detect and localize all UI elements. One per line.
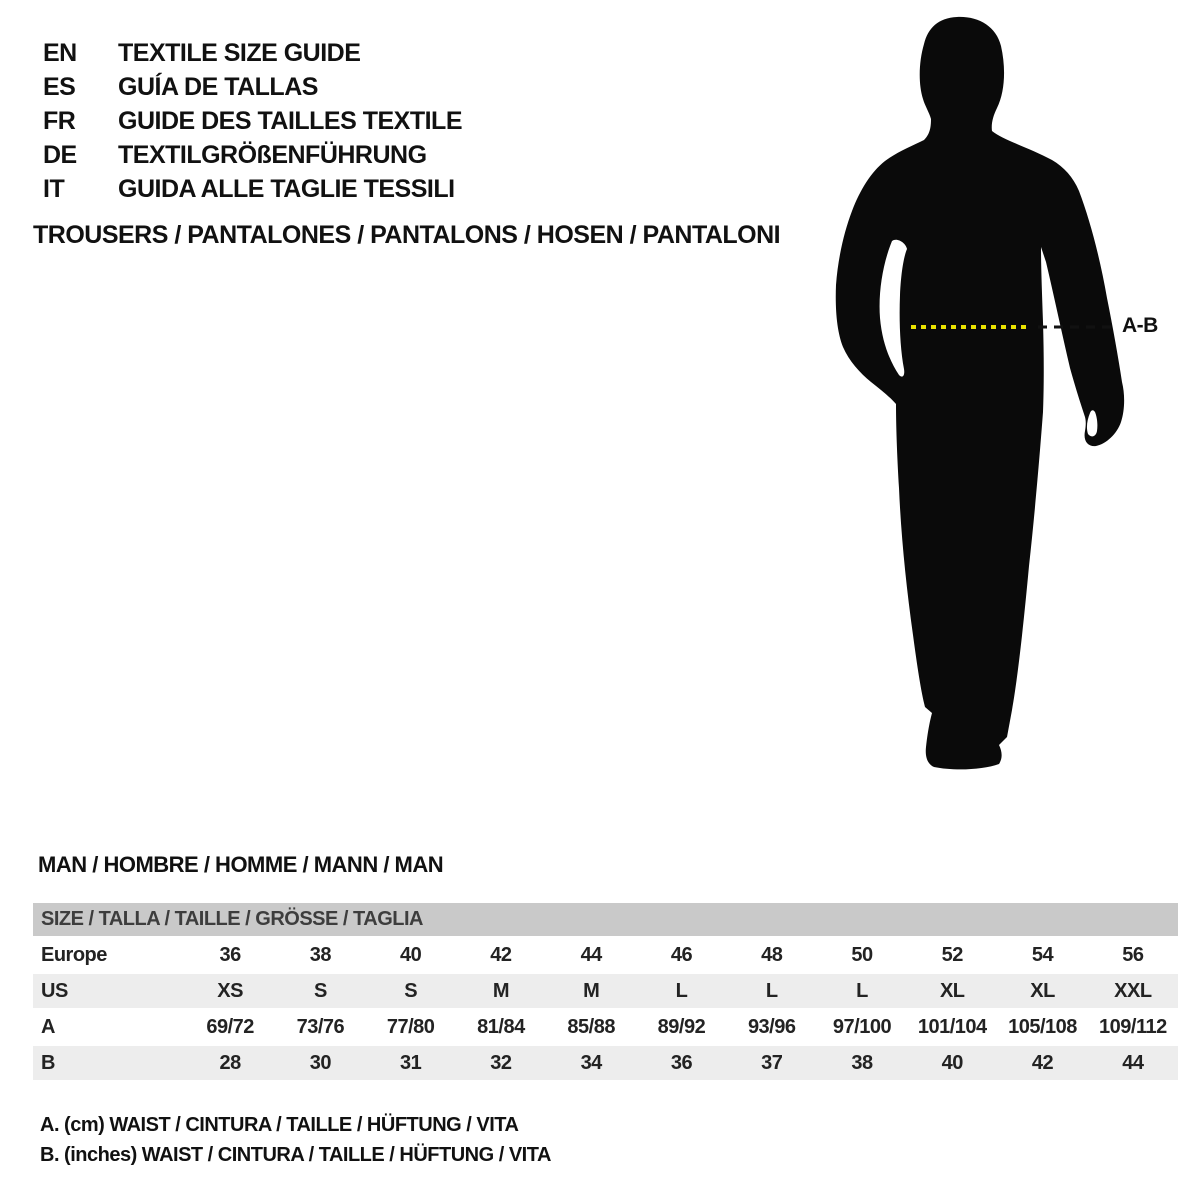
language-code: ES xyxy=(43,72,76,101)
row-label-b: B xyxy=(33,1045,185,1080)
size-cell: 48 xyxy=(727,937,817,973)
size-cell: L xyxy=(636,973,726,1009)
size-cell: 69/72 xyxy=(185,1009,275,1045)
language-label: GUIDE DES TAILLES TEXTILE xyxy=(118,106,463,135)
size-cell: 40 xyxy=(907,1045,997,1080)
size-cell: 37 xyxy=(727,1045,817,1080)
table-row-europe xyxy=(33,937,1178,973)
size-cell: 54 xyxy=(997,937,1087,973)
size-cell: 56 xyxy=(1088,937,1178,973)
size-cell: 105/108 xyxy=(997,1009,1087,1045)
size-cell: L xyxy=(727,973,817,1009)
size-cell: 89/92 xyxy=(636,1009,726,1045)
measure-label-ab: A-B xyxy=(1122,314,1158,337)
size-cell: 36 xyxy=(185,937,275,973)
size-cell: 85/88 xyxy=(546,1009,636,1045)
size-cell: L xyxy=(817,973,907,1009)
size-cell: S xyxy=(366,973,456,1009)
language-code: EN xyxy=(43,38,77,67)
size-cell: XL xyxy=(907,973,997,1009)
size-table-header-row xyxy=(33,903,1178,937)
size-cell: 44 xyxy=(546,937,636,973)
size-cell: 32 xyxy=(456,1045,546,1080)
size-cell: 109/112 xyxy=(1088,1009,1178,1045)
size-cell: 50 xyxy=(817,937,907,973)
size-cell: 31 xyxy=(366,1045,456,1080)
size-cell: 44 xyxy=(1088,1045,1178,1080)
size-cell: S xyxy=(275,973,365,1009)
footnote-b-inches: B. (inches) WAIST / CINTURA / TAILLE / HÜFTUNG / VITA xyxy=(40,1144,551,1166)
size-cell: 36 xyxy=(636,1045,726,1080)
table-row-b-inches xyxy=(33,1045,1178,1080)
size-cell: M xyxy=(456,973,546,1009)
size-table xyxy=(33,903,1178,1080)
size-cell: 34 xyxy=(546,1045,636,1080)
size-cell: 28 xyxy=(185,1045,275,1080)
row-label-europe: Europe xyxy=(33,937,185,973)
language-label: TEXTILGRÖßENFÜHRUNG xyxy=(118,140,427,169)
size-cell: 101/104 xyxy=(907,1009,997,1045)
size-cell: 46 xyxy=(636,937,726,973)
size-cell: 81/84 xyxy=(456,1009,546,1045)
size-cell: 93/96 xyxy=(727,1009,817,1045)
language-label: GUIDA ALLE TAGLIE TESSILI xyxy=(118,174,455,203)
size-cell: XXL xyxy=(1088,973,1178,1009)
language-label: TEXTILE SIZE GUIDE xyxy=(118,38,361,67)
language-code: FR xyxy=(43,106,76,135)
size-cell: XL xyxy=(997,973,1087,1009)
size-table-header: SIZE / TALLA / TAILLE / GRÖSSE / TAGLIA xyxy=(33,903,1178,937)
size-cell: 97/100 xyxy=(817,1009,907,1045)
size-cell: 52 xyxy=(907,937,997,973)
product-heading: TROUSERS / PANTALONES / PANTALONS / HOSEN / PANTALONI xyxy=(33,221,781,249)
size-cell: 73/76 xyxy=(275,1009,365,1045)
table-row-us xyxy=(33,973,1178,1009)
size-cell: 30 xyxy=(275,1045,365,1080)
footnote-a-cm: A. (cm) WAIST / CINTURA / TAILLE / HÜFTUNG / VITA xyxy=(40,1114,519,1136)
table-row-a-cm xyxy=(33,1009,1178,1045)
gender-heading: MAN / HOMBRE / HOMME / MANN / MAN xyxy=(38,852,444,877)
language-code: DE xyxy=(43,140,77,169)
man-silhouette-shape xyxy=(836,17,1124,769)
size-cell: 42 xyxy=(997,1045,1087,1080)
row-label-us: US xyxy=(33,973,185,1009)
size-cell: 77/80 xyxy=(366,1009,456,1045)
row-label-a: A xyxy=(33,1009,185,1045)
language-label: GUÍA DE TALLAS xyxy=(118,72,318,101)
size-cell: 38 xyxy=(817,1045,907,1080)
size-cell: 42 xyxy=(456,937,546,973)
size-cell: 38 xyxy=(275,937,365,973)
language-code: IT xyxy=(43,174,65,203)
size-cell: 40 xyxy=(366,937,456,973)
size-cell: M xyxy=(546,973,636,1009)
size-cell: XS xyxy=(185,973,275,1009)
